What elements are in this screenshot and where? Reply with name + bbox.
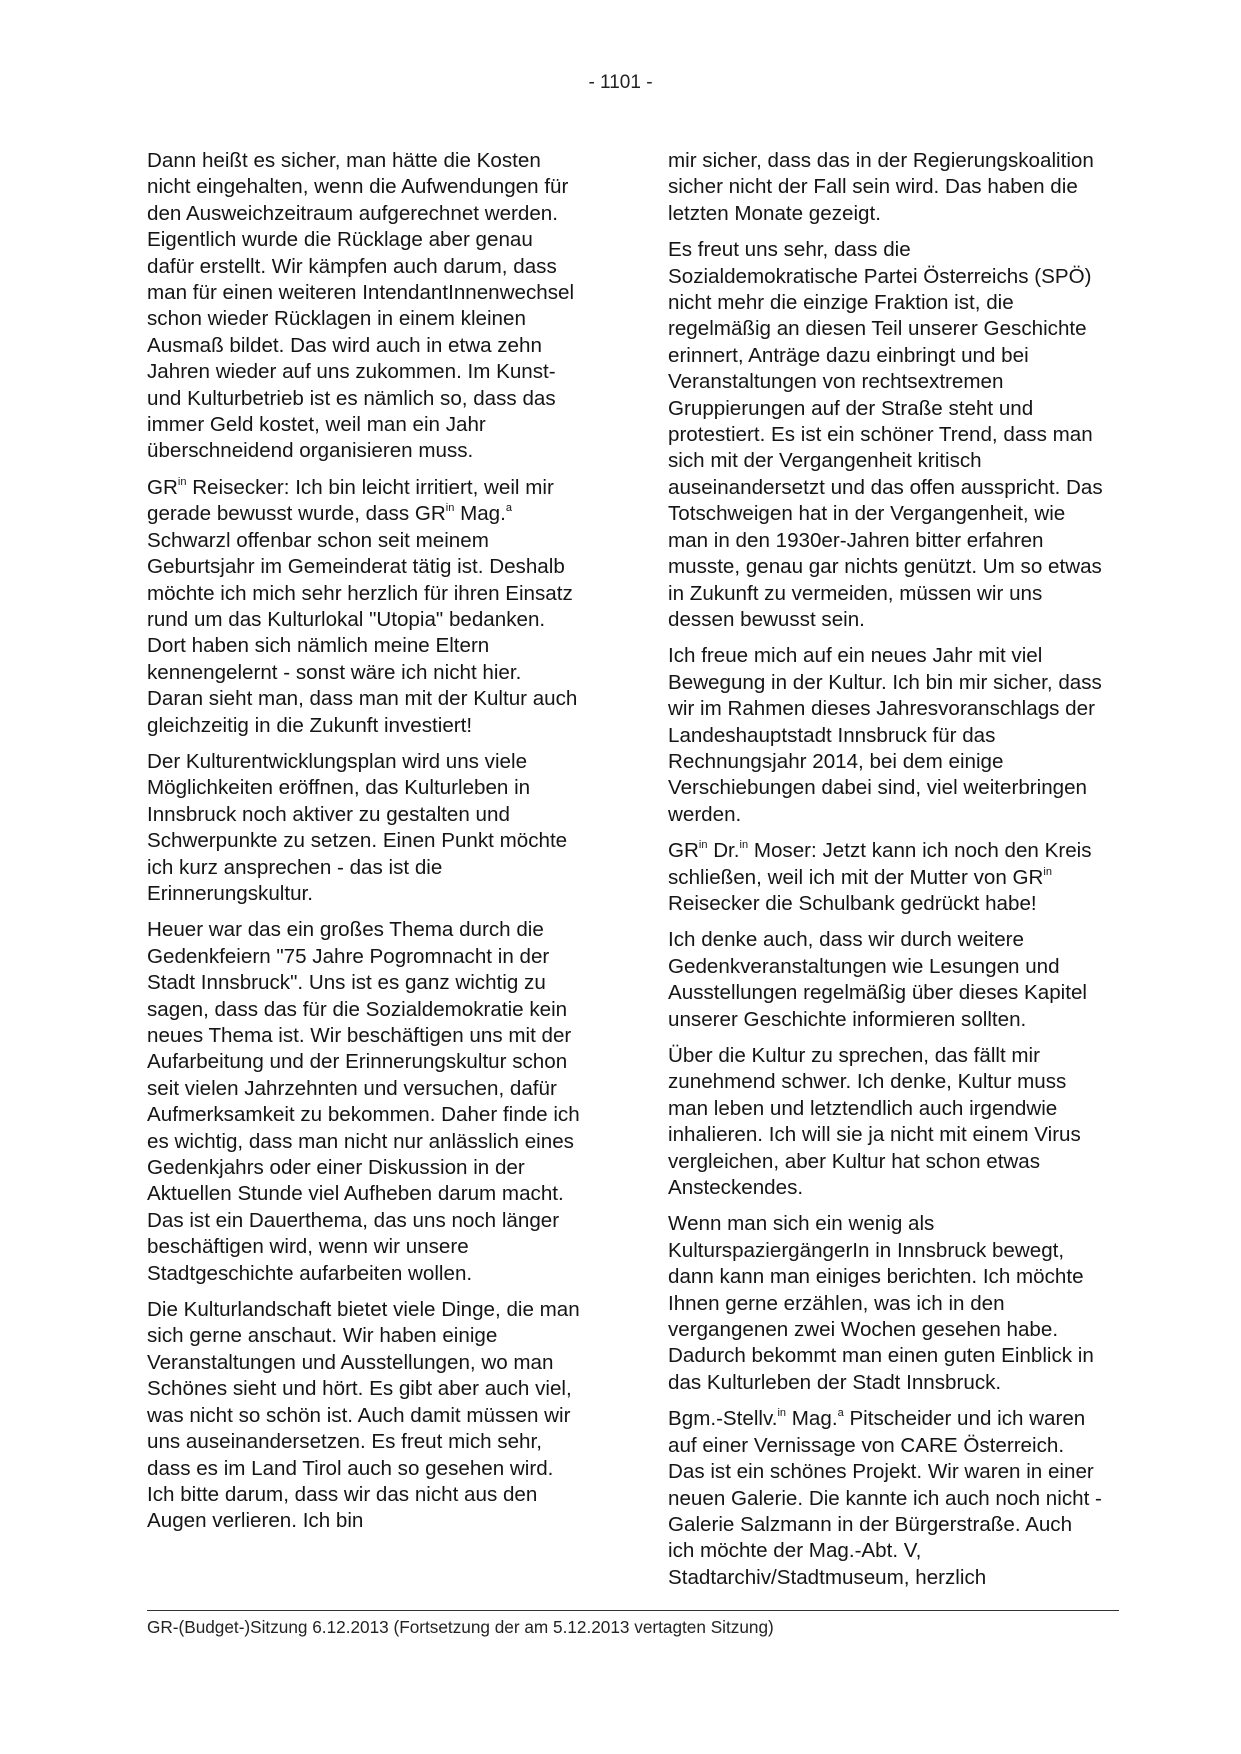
speech-moser <box>668 838 1103 917</box>
speaker-name: Moser: <box>753 839 817 863</box>
paragraph: Ich denke auch, dass wir durch weitere Gedenkveranstaltungen wie Lesungen und Ausstellungen regelmäßig über dieses Kapitel unserer Geschichte informieren sollten. <box>668 928 1087 1031</box>
title-sup: in <box>1043 865 1052 878</box>
paragraph: Ich freue mich auf ein neues Jahr mit viel Bewegung in der Kultur. Ich bin mir sicher, dass wir im Rahmen dieses Jahresvoranschlags der Landeshauptstadt Innsbruck für das Rechnungsjahr 2014, bei dem einige Verschiebungen dabei sind, viel weiterbringen werden. <box>668 644 1102 826</box>
left-column <box>147 148 582 1545</box>
speech-text: Bgm.-Stellv. <box>668 1407 778 1431</box>
footer-divider <box>147 1610 1119 1611</box>
paragraph: Der Kulturentwicklungsplan wird uns viele Möglichkeiten eröffnen, das Kulturleben in Innsbruck noch aktiver zu gestalten und Schwerpunkte zu setzen. Einen Punkt möchte ich kurz ansprechen - das ist die Erinnerungskultur. <box>147 749 568 905</box>
speech-text: Jetzt kann ich noch den Kreis schließen, weil ich mit der Mutter von GR <box>668 839 1092 889</box>
speech-text: Reisecker die Schulbank gedrückt habe! <box>668 891 1037 915</box>
speaker-prefix: GR <box>668 839 699 863</box>
speech-text: Mag. <box>460 502 506 526</box>
paragraph: Wenn man sich ein wenig als KulturspaziergängerIn in Innsbruck bewegt, dann kann man einiges berichten. Ich möchte Ihnen gerne erzählen, was ich in den vergangenen zwei Wochen gesehen habe. Dadurch bekommt man einen guten Einblick in das Kulturleben der Stadt Innsbruck. <box>668 1212 1094 1394</box>
title-sup: in <box>777 1407 787 1420</box>
paragraph: Heuer war das ein großes Thema durch die Gedenkfeiern "75 Jahre Pogromnacht in der Stadt Innsbruck". Uns ist es ganz wichtig zu sagen, dass das für die Sozialdemokratie kein neues Thema ist. Wir beschäftigen uns mit der Aufarbeitung und der Erinnerungskultur schon seit vielen Jahrzehnten und versuchen, dafür Aufmerksamkeit zu bekommen. Daher finde ich es wichtig, dass man nicht nur anlässlich eines Gedenkjahrs oder einer Diskussion in der Aktuellen Stunde viel Aufheben darum macht. Das ist ein Dauerthema, das uns noch länger beschäftigen wird, wenn wir unsere Stadtgeschichte aufarbeiten wollen. <box>147 918 580 1285</box>
speaker-name: Reisecker: <box>192 475 290 499</box>
speaker-sup: in <box>698 839 708 852</box>
paragraph <box>668 1406 1103 1591</box>
title-sup: a <box>837 1407 844 1420</box>
title-sup: a <box>505 502 512 515</box>
footer: GR-(Budget-)Sitzung 6.12.2013 (Fortsetzung der am 5.12.2013 vertagten Sitzung) <box>147 1617 774 1637</box>
speaker-title: Dr. <box>713 839 740 863</box>
speaker-prefix: GR <box>147 475 178 499</box>
paragraph: Die Kulturlandschaft bietet viele Dinge, die man sich gerne anschaut. Wir haben einige Veranstaltungen und Ausstellungen, wo man Schönes sieht und hört. Es gibt aber auch viel, was nicht so schön ist. Auch damit müssen wir uns auseinandersetzen. Es freut mich sehr, dass es im Land Tirol auch so gesehen wird. Ich bitte darum, dass wir das nicht aus den Augen verlieren. Ich bin <box>147 1298 580 1533</box>
page-number: - 1101 - <box>588 72 653 93</box>
speaker-sup: in <box>739 839 749 852</box>
speech-text: Ich bin leicht irritiert, weil mir gerade bewusst wurde, dass GR <box>147 475 554 526</box>
speech-text: Mag. <box>791 1407 838 1431</box>
right-column <box>668 148 1103 1601</box>
speech-text: Pitscheider und ich waren auf einer Vernissage von CARE Österreich. Das ist ein schönes Projekt. Wir waren in einer neuen Galerie. Die kannte ich auch noch nicht - Galerie Salzmann in der Bürgerstraße. Auch ich möchte der Mag.-Abt. V, Stadtarchiv/Stadtmuseum, herzlich <box>668 1407 1102 1589</box>
title-sup: in <box>445 502 455 515</box>
speaker-sup: in <box>177 475 187 488</box>
paragraph: Es freut uns sehr, dass die Sozialdemokratische Partei Österreichs (SPÖ) nicht mehr die einzige Fraktion ist, die regelmäßig an diesen Teil unserer Geschichte erinnert, Anträge dazu einbringt und bei Veranstaltungen von rechtsextremen Gruppierungen auf der Straße steht und protestiert. Es ist ein schöner Trend, dass man sich mit der Vergangenheit kritisch auseinandersetzt und das offen ausspricht. Das Totschweigen hat in der Vergangenheit, wie man in den 1930er-Jahren bitter erfahren musste, genau gar nichts genützt. Um so etwas in Zukunft zu vermeiden, müssen wir uns dessen bewusst sein. <box>668 238 1103 631</box>
paragraph: mir sicher, dass das in der Regierungskoalition sicher nicht der Fall sein wird. Das haben die letzten Monate gezeigt. <box>668 149 1094 225</box>
speech-reisecker <box>147 475 582 739</box>
paragraph: Über die Kultur zu sprechen, das fällt mir zunehmend schwer. Ich denke, Kultur muss man leben und letztendlich auch irgendwie inhalieren. Ich will sie ja nicht mit einem Virus vergleichen, aber Kultur hat schon etwas Ansteckendes. <box>668 1044 1081 1200</box>
speech-text: Schwarzl offenbar schon seit meinem Geburtsjahr im Gemeinderat tätig ist. Deshalb möchte ich mich sehr herzlich für ihren Einsatz rund um das Kulturlokal "Utopia" bedanken. Dort haben sich nämlich meine Eltern kennengelernt - sonst wäre ich nicht hier. Daran sieht man, dass man mit der Kultur auch gleichzeitig in die Zukunft investiert! <box>147 528 578 737</box>
paragraph: Dann heißt es sicher, man hätte die Kosten nicht eingehalten, wenn die Aufwendungen für den Ausweichzeitraum aufgerechnet werden. Eigentlich wurde die Rücklage aber genau dafür erstellt. Wir kämpfen auch darum, dass man für einen weiteren IntendantInnenwechsel schon wieder Rücklagen in einem kleinen Ausmaß bildet. Das wird auch in etwa zehn Jahren wieder auf uns zukommen. Im Kunst- und Kulturbetrieb ist es nämlich so, dass das immer Geld kostet, weil man ein Jahr überschneidend organisieren muss. <box>147 149 575 463</box>
